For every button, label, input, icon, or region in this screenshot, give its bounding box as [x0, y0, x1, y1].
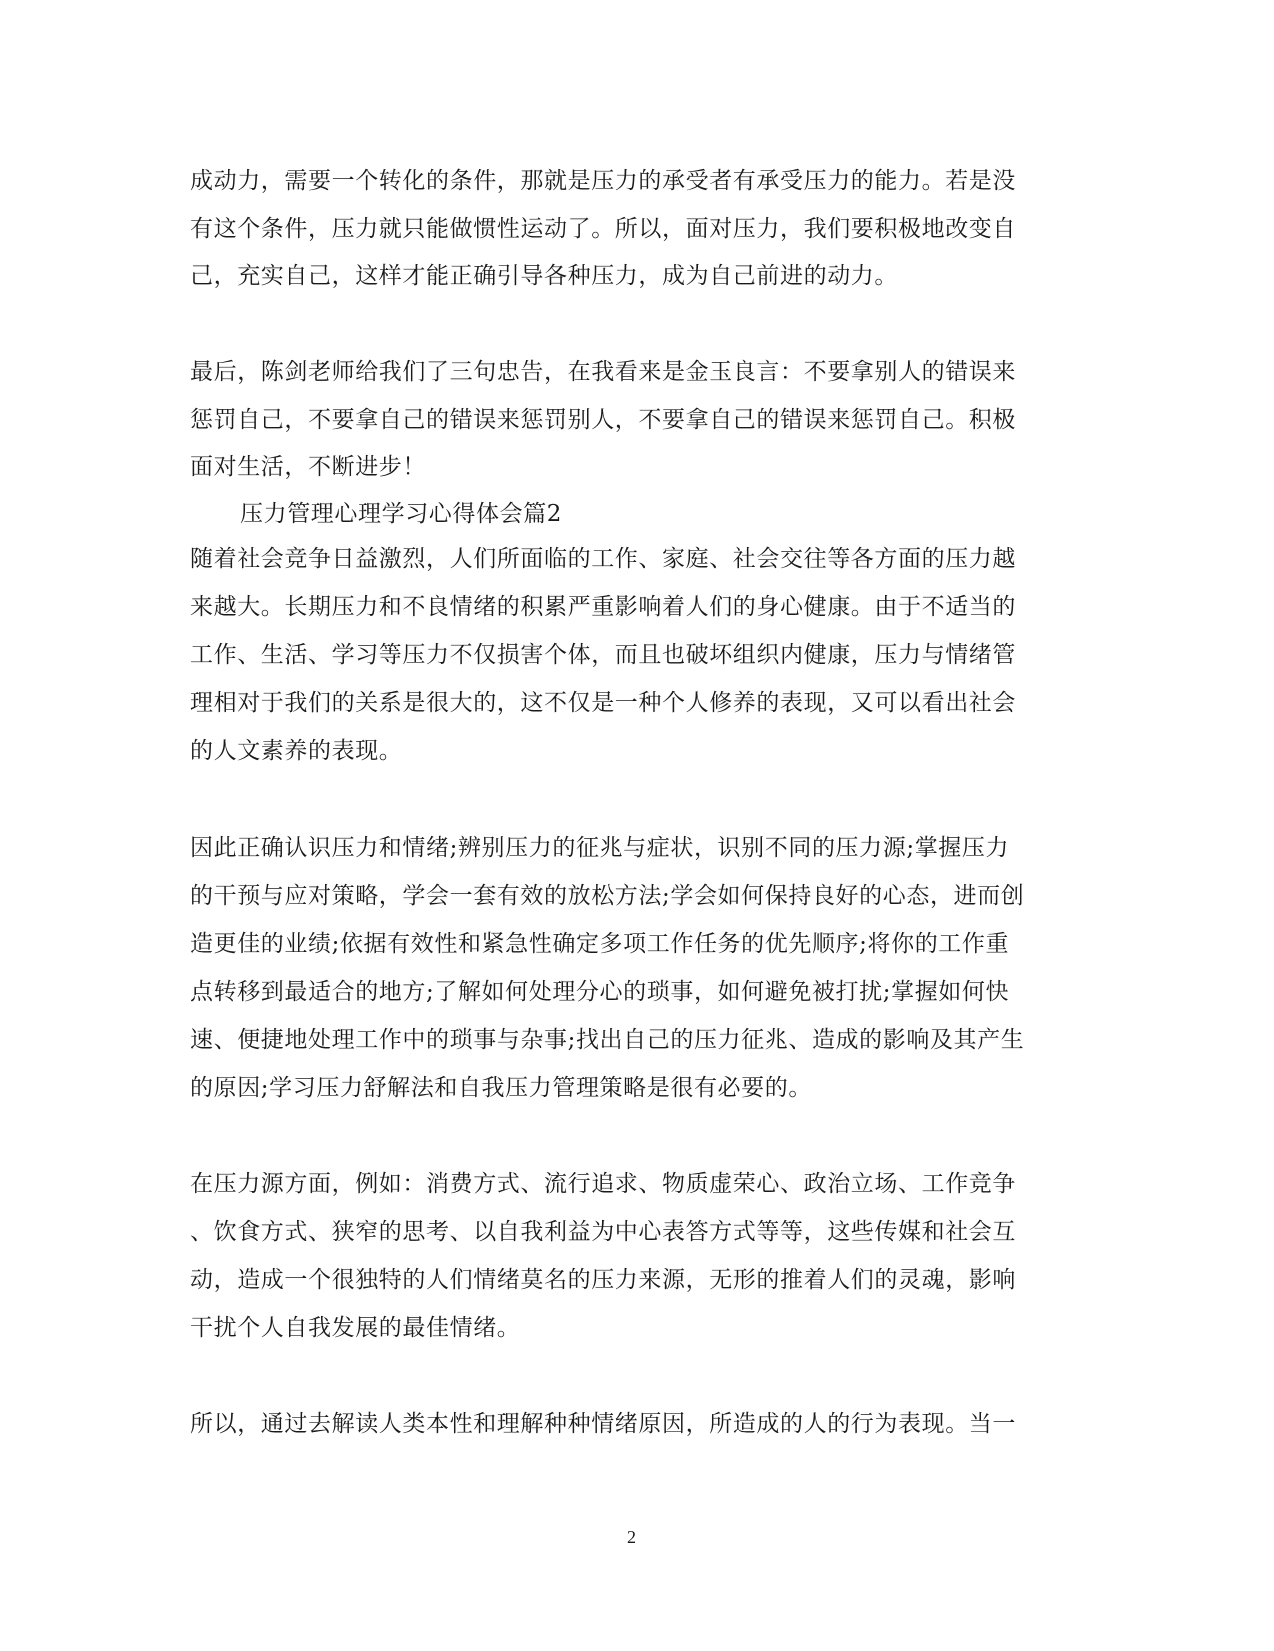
paragraph-5-line-4: 干扰个人自我发展的最佳情绪。 [190, 1315, 521, 1341]
paragraph-5-line-2: 、饮食方式、狭窄的思考、以自我利益为中心表答方式等等，这些传媒和社会互 [190, 1219, 1016, 1245]
paragraph-2-line-3: 面对生活，不断进步！ [190, 454, 426, 480]
section-subtitle: 压力管理心理学习心得体会篇2 [240, 501, 563, 527]
paragraph-5-line-3: 动，造成一个很独特的人们情绪莫名的压力来源，无形的推着人们的灵魂，影响 [190, 1267, 1016, 1293]
paragraph-3-line-2: 来越大。长期压力和不良情绪的积累严重影响着人们的身心健康。由于不适当的 [190, 594, 1016, 620]
paragraph-4-line-2: 的干预与应对策略，学会一套有效的放松方法;学会如何保持良好的心态，进而创 [190, 883, 1025, 909]
paragraph-4-line-3: 造更佳的业绩;依据有效性和紧急性确定多项工作任务的优先顺序;将你的工作重 [190, 931, 1010, 957]
paragraph-3-line-3: 工作、生活、学习等压力不仅损害个体，而且也破坏组织内健康，压力与情绪管 [190, 642, 1016, 668]
paragraph-4-line-5: 速、便捷地处理工作中的琐事与杂事;找出自己的压力征兆、造成的影响及其产生 [190, 1027, 1025, 1053]
paragraph-1-line-2: 有这个条件，压力就只能做惯性运动了。所以，面对压力，我们要积极地改变自 [190, 216, 1016, 242]
paragraph-5-line-1: 在压力源方面，例如：消费方式、流行追求、物质虚荣心、政治立场、工作竞争 [190, 1171, 1016, 1197]
paragraph-1-line-1: 成动力，需要一个转化的条件，那就是压力的承受者有承受压力的能力。若是没 [190, 168, 1016, 194]
paragraph-2-line-2: 惩罚自己，不要拿自己的错误来惩罚别人，不要拿自己的错误来惩罚自己。积极 [190, 407, 1016, 433]
paragraph-4-line-6: 的原因;学习压力舒解法和自我压力管理策略是很有必要的。 [190, 1075, 812, 1101]
paragraph-3-line-1: 随着社会竞争日益激烈，人们所面临的工作、家庭、社会交往等各方面的压力越 [190, 546, 1016, 572]
paragraph-3-line-4: 理相对于我们的关系是很大的，这不仅是一种个人修养的表现，又可以看出社会 [190, 690, 1016, 716]
paragraph-4-line-1: 因此正确认识压力和情绪;辨别压力的征兆与症状，识别不同的压力源;掌握压力 [190, 835, 1010, 861]
page-number: 2 [627, 1527, 636, 1547]
paragraph-3-line-5: 的人文素养的表现。 [190, 738, 403, 764]
paragraph-2-line-1: 最后，陈剑老师给我们了三句忠告，在我看来是金玉良言：不要拿别人的错误来 [190, 359, 1016, 385]
paragraph-4-line-4: 点转移到最适合的地方;了解如何处理分心的琐事，如何避免被打扰;掌握如何快 [190, 979, 1010, 1005]
paragraph-1-line-3: 己，充实自己，这样才能正确引导各种压力，成为自己前进的动力。 [190, 263, 898, 289]
paragraph-6-line-1: 所以，通过去解读人类本性和理解种种情绪原因，所造成的人的行为表现。当一 [190, 1411, 1016, 1437]
